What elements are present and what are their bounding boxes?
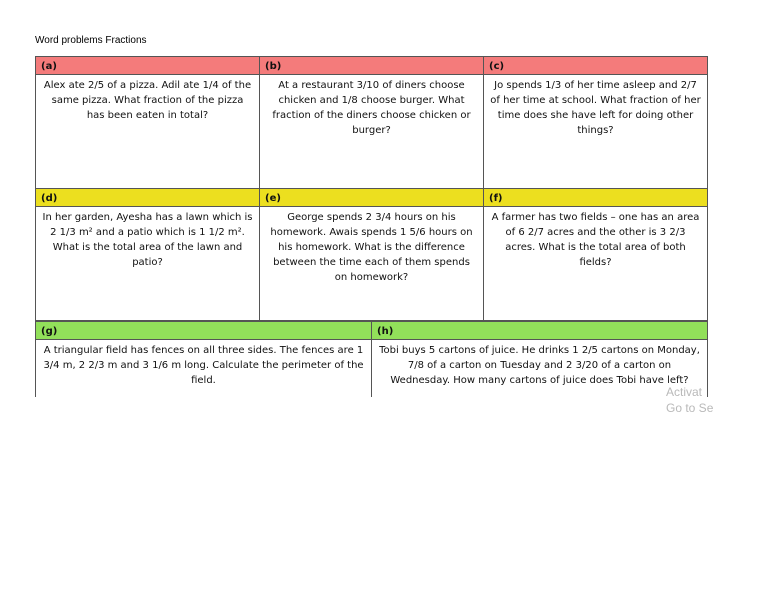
- problem-cell-c: [484, 56, 708, 188]
- problem-text-d: In her garden, Ayesha has a lawn which is 2 1/3 m² and a patio which is 1 1/2 m². What is the total area of the lawn and patio?: [42, 212, 253, 268]
- problem-text-g: A triangular field has fences on all three sides. The fences are 1 3/4 m, 2 2/3 m and 3 1/6 m long. Calculate the perimeter of the field.: [43, 345, 364, 386]
- problem-label-b: (b): [260, 56, 483, 75]
- problem-text-a: Alex ate 2/5 of a pizza. Adil ate 1/4 of the same pizza. What fraction of the pizza has been eaten in total?: [43, 80, 252, 121]
- problem-text-b: At a restaurant 3/10 of diners choose chicken and 1/8 choose burger. What fraction of the diners choose chicken or burger?: [272, 80, 471, 136]
- problem-text-f: A farmer has two fields – one has an area of 6 2/7 acres and the other is 3 2/3 acres. What is the total area of both fields?: [491, 212, 700, 268]
- problem-text-h: Tobi buys 5 cartons of juice. He drinks 1 2/5 cartons on Monday, 7/8 of a carton on Tuesday and 2 3/20 of a carton on Wednesday. How many cartons of juice does Tobi have left?: [379, 345, 700, 386]
- problem-label-a: (a): [36, 56, 259, 75]
- problem-cell-e: [260, 188, 484, 321]
- problem-cell-d: [36, 188, 260, 321]
- document-title: Word problems Fractions: [35, 35, 147, 46]
- problem-text-c: Jo spends 1/3 of her time asleep and 2/7 of her time at school. What fraction of her time does she have left for doing other things?: [490, 80, 701, 136]
- problem-row-1: [35, 56, 708, 188]
- watermark-line-1: Activat: [666, 385, 703, 399]
- problem-cell-b: [260, 56, 484, 188]
- problem-cell-h: [372, 321, 708, 397]
- problem-label-d: (d): [36, 188, 259, 207]
- watermark-line-2: Go to Se: [666, 401, 714, 415]
- problem-cell-f: [484, 188, 708, 321]
- problem-text-e: George spends 2 3/4 hours on his homework. Awais spends 1 5/6 hours on his homework. What is the difference between the time each of them spends on homework?: [270, 212, 473, 283]
- problem-row-3: [35, 321, 708, 397]
- problem-label-c: (c): [484, 56, 707, 75]
- activation-watermark: [666, 384, 713, 416]
- problem-grid: [35, 56, 708, 397]
- problem-label-f: (f): [484, 188, 707, 207]
- problem-cell-a: [36, 56, 260, 188]
- problem-label-h: (h): [372, 321, 707, 340]
- problem-label-e: (e): [260, 188, 483, 207]
- problem-row-2: [35, 188, 708, 321]
- problem-cell-g: [36, 321, 372, 397]
- problem-label-g: (g): [36, 321, 371, 340]
